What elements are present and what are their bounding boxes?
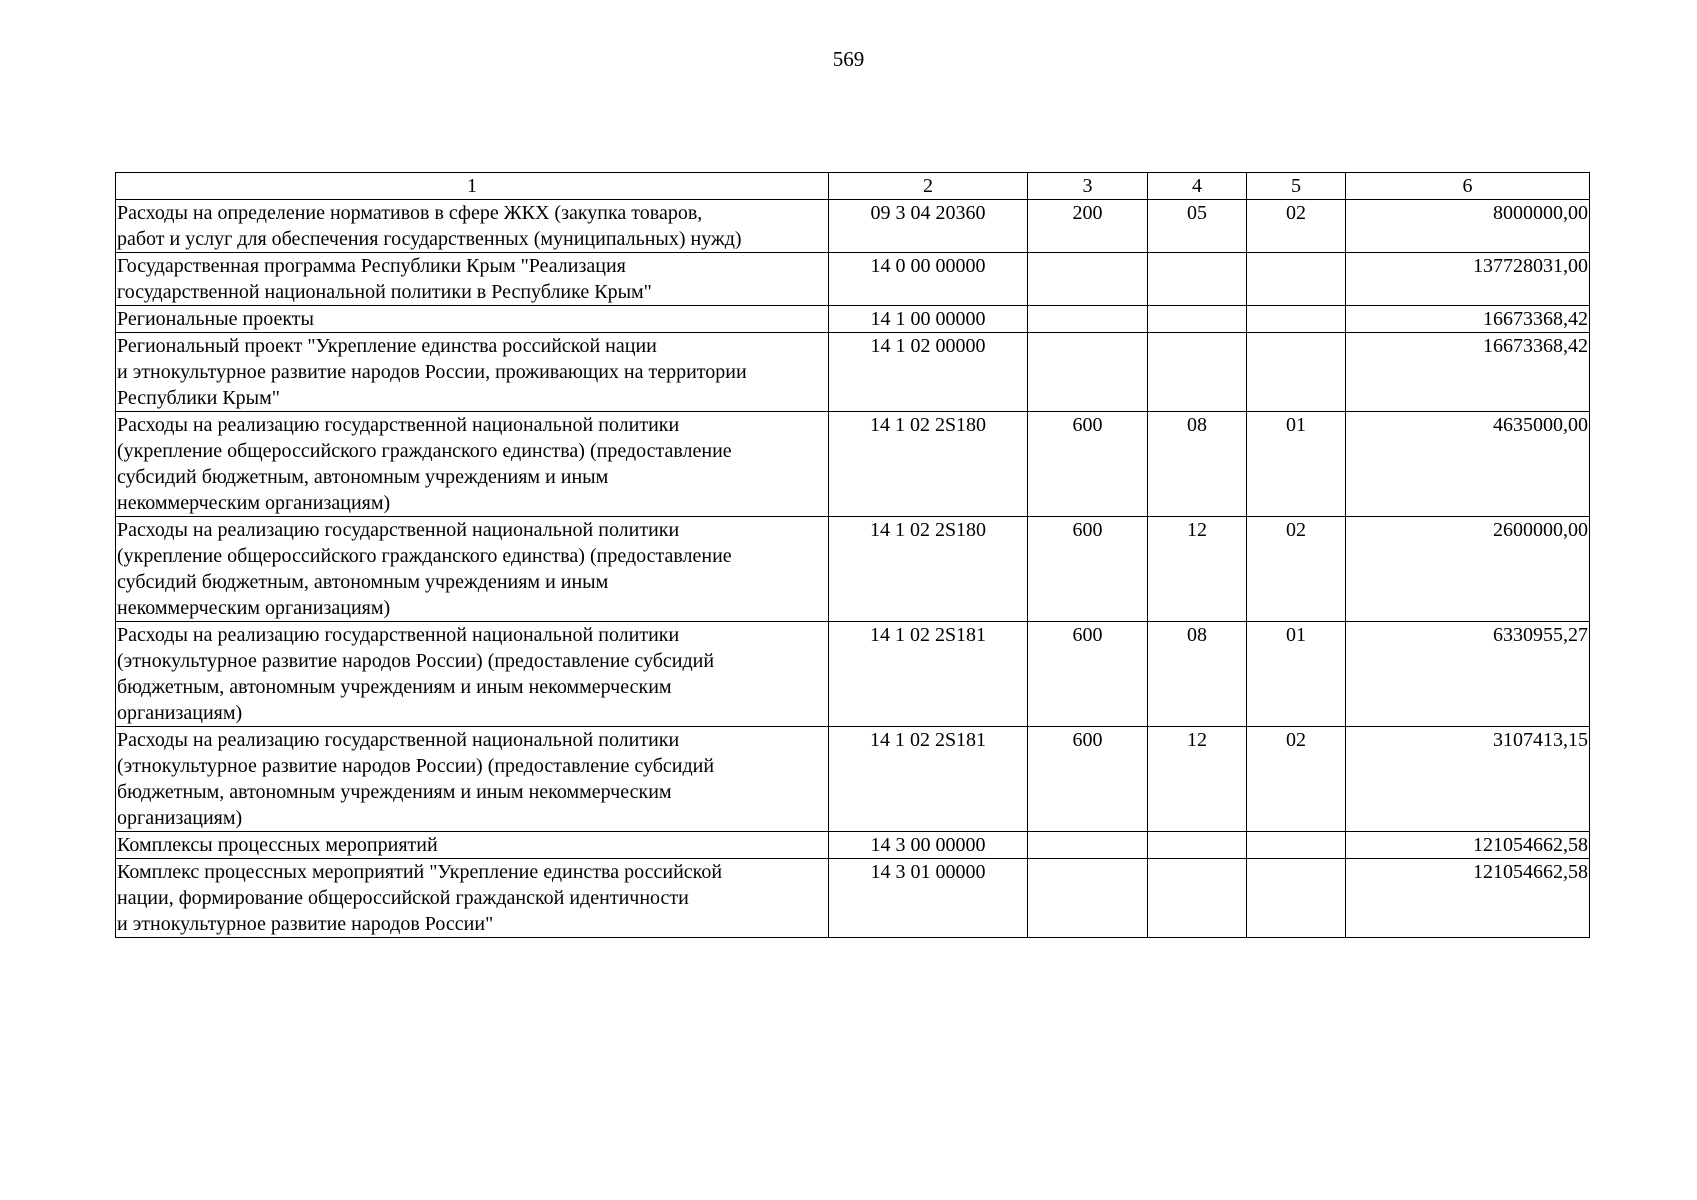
row-name-line: нации, формирование общероссийской гражданской идентичности xyxy=(117,887,689,909)
row-amount-cell: 8000000,00 xyxy=(1346,200,1590,253)
row-name-line: (этнокультурное развитие народов России) (предоставление субсидий xyxy=(117,755,715,777)
row-name-line: Региональные проекты xyxy=(117,308,314,330)
row-subsection-cell: 01 xyxy=(1247,412,1346,517)
row-name-line: государственной национальной политики в Республике Крым" xyxy=(117,281,652,303)
row-expense-type-cell: 200 xyxy=(1028,200,1148,253)
table-row xyxy=(116,727,1590,832)
row-name-cell xyxy=(116,306,829,333)
column-header-2: 2 xyxy=(829,173,1028,200)
row-name-line: Комплекс процессных мероприятий "Укрепление единства российской xyxy=(117,861,723,883)
row-code-cell: 14 1 02 2S180 xyxy=(829,517,1028,622)
column-header-3: 3 xyxy=(1028,173,1148,200)
row-code-cell: 14 0 00 00000 xyxy=(829,253,1028,306)
row-section-cell xyxy=(1148,859,1247,938)
row-name-line: (укрепление общероссийского гражданского единства) (предоставление xyxy=(117,545,732,567)
row-subsection-cell: 02 xyxy=(1247,727,1346,832)
row-expense-type-cell xyxy=(1028,859,1148,938)
row-name-line: Расходы на реализацию государственной национальной политики xyxy=(117,729,680,751)
table-row xyxy=(116,200,1590,253)
row-section-cell xyxy=(1148,306,1247,333)
row-amount-cell: 4635000,00 xyxy=(1346,412,1590,517)
row-name-line: организациям) xyxy=(117,702,243,724)
column-header-5: 5 xyxy=(1247,173,1346,200)
row-name-line: и этнокультурное развитие народов России" xyxy=(117,913,494,935)
row-name-line: Республики Крым" xyxy=(117,387,280,409)
table-row xyxy=(116,412,1590,517)
budget-table xyxy=(115,172,1590,938)
row-name-line: некоммерческим организациям) xyxy=(117,492,391,514)
row-subsection-cell xyxy=(1247,253,1346,306)
row-amount-cell: 121054662,58 xyxy=(1346,859,1590,938)
row-name-cell xyxy=(116,517,829,622)
row-name-line: бюджетным, автономным учреждениям и иным некоммерческим xyxy=(117,781,672,803)
row-amount-cell: 16673368,42 xyxy=(1346,306,1590,333)
row-section-cell: 12 xyxy=(1148,517,1247,622)
table-row xyxy=(116,859,1590,938)
row-name-line: Расходы на реализацию государственной национальной политики xyxy=(117,519,680,541)
table-row xyxy=(116,517,1590,622)
row-code-cell: 14 3 01 00000 xyxy=(829,859,1028,938)
row-name-cell xyxy=(116,832,829,859)
row-expense-type-cell xyxy=(1028,306,1148,333)
row-name-line: бюджетным, автономным учреждениям и иным некоммерческим xyxy=(117,676,672,698)
row-subsection-cell xyxy=(1247,333,1346,412)
row-name-cell xyxy=(116,727,829,832)
column-header-6: 6 xyxy=(1346,173,1590,200)
row-name-line: Расходы на определение нормативов в сфере ЖКХ (закупка товаров, xyxy=(117,202,703,224)
table-body xyxy=(116,200,1590,938)
row-section-cell xyxy=(1148,333,1247,412)
row-name-line: некоммерческим организациям) xyxy=(117,597,391,619)
row-name-line: субсидий бюджетным, автономным учреждениям и иным xyxy=(117,571,609,593)
row-name-line: работ и услуг для обеспечения государственных (муниципальных) нужд) xyxy=(117,228,742,250)
table-row xyxy=(116,306,1590,333)
row-amount-cell: 3107413,15 xyxy=(1346,727,1590,832)
row-amount-cell: 16673368,42 xyxy=(1346,333,1590,412)
row-code-cell: 14 1 02 2S180 xyxy=(829,412,1028,517)
row-code-cell: 14 3 00 00000 xyxy=(829,832,1028,859)
table-row xyxy=(116,622,1590,727)
page-number: 569 xyxy=(832,47,865,71)
row-amount-cell: 121054662,58 xyxy=(1346,832,1590,859)
row-name-line: и этнокультурное развитие народов России, проживающих на территории xyxy=(117,361,747,383)
row-subsection-cell: 01 xyxy=(1247,622,1346,727)
row-code-cell: 14 1 00 00000 xyxy=(829,306,1028,333)
row-name-cell xyxy=(116,622,829,727)
row-amount-cell: 2600000,00 xyxy=(1346,517,1590,622)
row-name-cell xyxy=(116,333,829,412)
row-code-cell: 09 3 04 20360 xyxy=(829,200,1028,253)
row-expense-type-cell: 600 xyxy=(1028,622,1148,727)
row-section-cell: 08 xyxy=(1148,622,1247,727)
table-row xyxy=(116,253,1590,306)
row-name-cell xyxy=(116,200,829,253)
row-name-line: организациям) xyxy=(117,807,243,829)
table-row xyxy=(116,832,1590,859)
row-name-line: (укрепление общероссийского гражданского единства) (предоставление xyxy=(117,440,732,462)
row-name-line: Расходы на реализацию государственной национальной политики xyxy=(117,624,680,646)
row-name-line: Комплексы процессных мероприятий xyxy=(117,834,438,856)
row-subsection-cell xyxy=(1247,832,1346,859)
row-expense-type-cell: 600 xyxy=(1028,412,1148,517)
row-name-cell xyxy=(116,253,829,306)
row-expense-type-cell: 600 xyxy=(1028,727,1148,832)
table-row xyxy=(116,333,1590,412)
row-subsection-cell xyxy=(1247,306,1346,333)
column-header-4: 4 xyxy=(1148,173,1247,200)
column-header-1: 1 xyxy=(116,173,829,200)
row-subsection-cell: 02 xyxy=(1247,200,1346,253)
row-section-cell xyxy=(1148,832,1247,859)
row-section-cell: 05 xyxy=(1148,200,1247,253)
row-code-cell: 14 1 02 00000 xyxy=(829,333,1028,412)
row-expense-type-cell xyxy=(1028,832,1148,859)
row-expense-type-cell: 600 xyxy=(1028,517,1148,622)
row-subsection-cell: 02 xyxy=(1247,517,1346,622)
row-expense-type-cell xyxy=(1028,253,1148,306)
table-header-row xyxy=(116,173,1590,200)
row-code-cell: 14 1 02 2S181 xyxy=(829,727,1028,832)
row-code-cell: 14 1 02 2S181 xyxy=(829,622,1028,727)
row-name-cell xyxy=(116,859,829,938)
row-section-cell xyxy=(1148,253,1247,306)
row-name-line: (этнокультурное развитие народов России) (предоставление субсидий xyxy=(117,650,715,672)
row-section-cell: 12 xyxy=(1148,727,1247,832)
row-section-cell: 08 xyxy=(1148,412,1247,517)
row-name-line: Расходы на реализацию государственной национальной политики xyxy=(117,414,680,436)
row-name-line: Региональный проект "Укрепление единства российской нации xyxy=(117,335,657,357)
row-subsection-cell xyxy=(1247,859,1346,938)
row-expense-type-cell xyxy=(1028,333,1148,412)
row-amount-cell: 137728031,00 xyxy=(1346,253,1590,306)
row-name-line: Государственная программа Республики Крым "Реализация xyxy=(117,255,626,277)
row-name-line: субсидий бюджетным, автономным учреждениям и иным xyxy=(117,466,609,488)
row-name-cell xyxy=(116,412,829,517)
row-amount-cell: 6330955,27 xyxy=(1346,622,1590,727)
